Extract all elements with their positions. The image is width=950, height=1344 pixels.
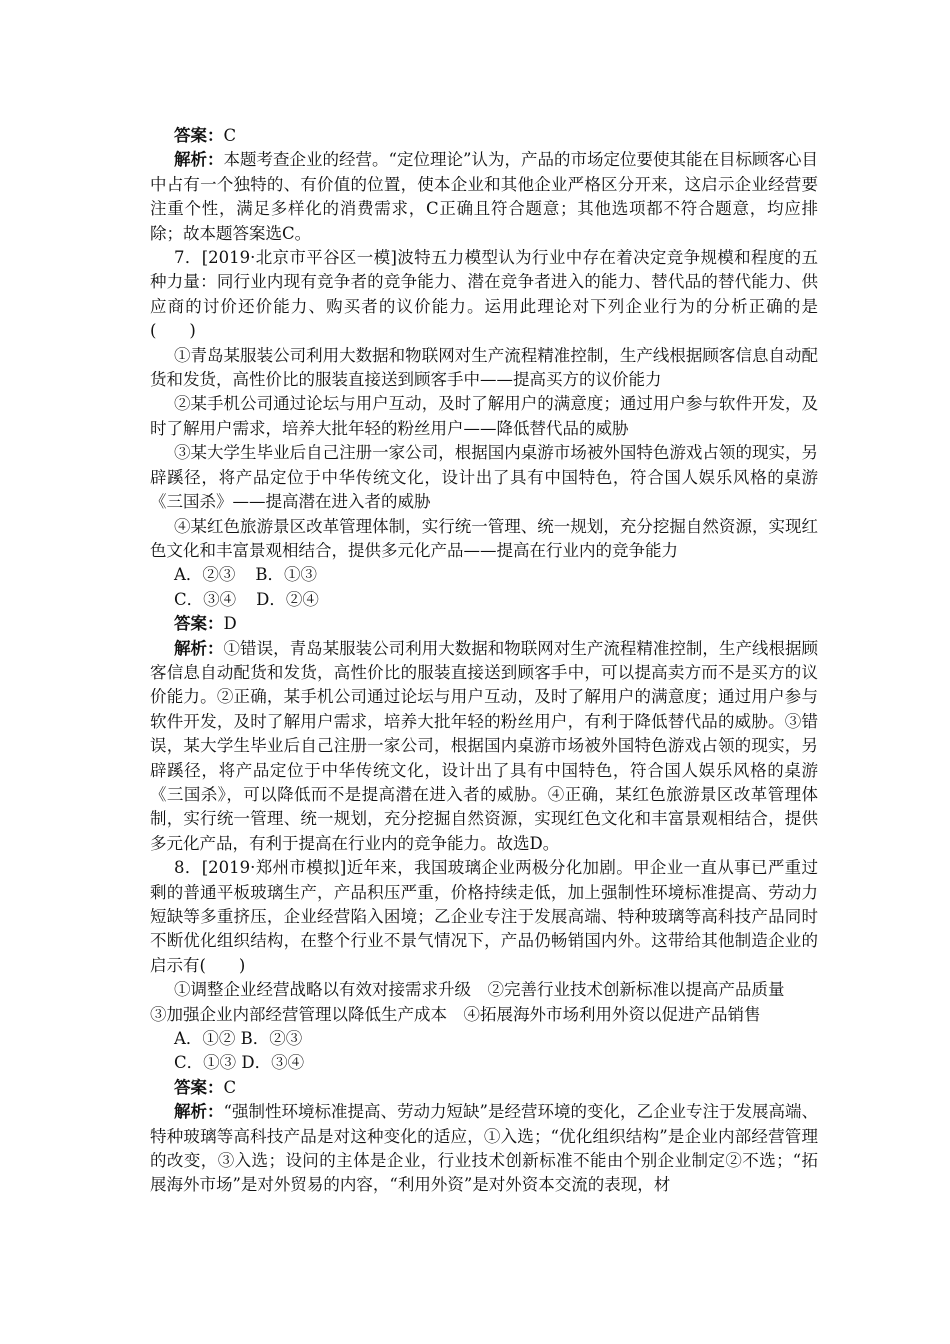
q7-analysis bbox=[150, 637, 818, 857]
q7-options-row-1 bbox=[150, 563, 818, 587]
q8-options-row-2 bbox=[150, 1051, 818, 1075]
analysis-text: 本题考查企业的经营。“定位理论”认为，产品的市场定位要使其能在目标顾客心目中占有一个独特的、有价值的位置，使本企业和其他企业严格区分开来，这启示企业经营要注重个性，满足多样化的消费需求，C正确且符合题意；其他选项都不符合题意，均应排除；故本题答案选C。 bbox=[150, 150, 819, 243]
analysis-label: 解析： bbox=[174, 150, 224, 170]
question-number: 8． bbox=[174, 858, 202, 878]
q8-options-row-1 bbox=[150, 1027, 818, 1051]
option-a: A．①② bbox=[174, 1029, 236, 1049]
analysis-label: 解析： bbox=[174, 1102, 224, 1122]
q7-item-2: ②某手机公司通过论坛与用户互动，及时了解用户的满意度；通过用户参与软件开发，及时了解用户需求，培养大批年轻的粉丝用户——降低替代品的威胁 bbox=[150, 394, 818, 438]
analysis-text: “强制性环境标准提高、劳动力短缺”是经营环境的变化，乙企业专注于发展高端、特种玻璃等高科技产品是对这种变化的适应，①入选；“优化组织结构”是企业内部经营管理的改变，③入选；设问的主体是企业，行业技术创新标准不能由个别企业制定②不选；“拓展海外市场”是对外贸易的内容，“利用外资”是对外资本交流的表现，材 bbox=[150, 1102, 819, 1195]
question-stem: 近年来，我国玻璃企业两极分化加剧。甲企业一直从事已严重过剩的普通平板玻璃生产，产品积压严重，价格持续走低，加上强制性环境标准提高、劳动力短缺等多重挤压，企业经营陷入困境；乙企业专注于发展高端、特种玻璃等高科技产品同时不断优化组织结构，在整个行业不景气情况下，产品仍畅销国内外。这带给其他制造企业的启示有( ) bbox=[150, 858, 818, 975]
analysis-text: ①错误，青岛某服装公司利用大数据和物联网对生产流程精准控制，生产线根据顾客信息自动配货和发货，高性价比的服装直接送到顾客手中，可以提高卖方而不是买方的议价能力。②正确，某手机公司通过论坛与用户互动，及时了解用户的满意度；通过用户参与软件开发，及时了解用户需求，培养大批年轻的粉丝用户，有利于降低替代品的威胁。③错误，某大学生毕业后自己注册一家公司，根据国内桌游市场被外国特色游戏占领的现实，另辟蹊径，将产品定位于中华传统文化，设计出了具有中国特色，符合国人娱乐风格的桌游《三国杀》，可以降低而不是提高潜在进入者的威胁。④正确，某红色旅游景区改革管理体制，实行统一管理、统一规划，充分挖掘自然资源，实现红色文化和丰富景观相结合，提供多元化产品，有利于提高在行业内的竞争能力。故选D。 bbox=[150, 638, 819, 853]
option-c: C．①③ bbox=[174, 1053, 237, 1073]
q7-item-1: ①青岛某服装公司利用大数据和物联网对生产流程精准控制，生产线根据顾客信息自动配货和发货，高性价比的服装直接送到顾客手中——提高买方的议价能力 bbox=[150, 345, 818, 390]
option-c: C．③④ bbox=[174, 589, 237, 609]
q6-analysis bbox=[150, 148, 818, 246]
option-d: D．②④ bbox=[256, 589, 319, 609]
option-d: D．③④ bbox=[241, 1053, 305, 1073]
question-number: 7． bbox=[174, 248, 202, 268]
answer-label: 答案： bbox=[174, 126, 224, 145]
option-a: A．②③ bbox=[174, 565, 236, 585]
q7-answer bbox=[150, 612, 818, 636]
option-b: B．②③ bbox=[240, 1029, 303, 1049]
answer-value: C bbox=[223, 126, 237, 145]
answer-label: 答案： bbox=[174, 614, 224, 634]
question-stem: 波特五力模型认为行业中存在着决定竞争规模和程度的五种力量：同行业内现有竞争者的竞争能力、潜在竞争者进入的能力、替代品的替代能力、供应商的讨价还价能力、购买者的议价能力。运用此理论对下列企业行为的分析正确的是( ) bbox=[150, 248, 818, 341]
q6-answer bbox=[150, 124, 818, 148]
q7-stem bbox=[150, 246, 818, 344]
q7-options-row-2 bbox=[150, 588, 818, 612]
q8-answer bbox=[150, 1076, 818, 1100]
answer-label: 答案： bbox=[174, 1077, 224, 1097]
q8-items-line-1: ①调整企业经营战略以有效对接需求升级 ②完善行业技术创新标准以提高产品质量 bbox=[174, 980, 785, 1000]
question-source: [2019·北京市平谷区一模] bbox=[201, 248, 397, 268]
q7-item-3: ③某大学生毕业后自己注册一家公司，根据国内桌游市场被外国特色游戏占领的现实，另辟蹊径，将产品定位于中华传统文化，设计出了具有中国特色，符合国人娱乐风格的桌游《三国杀》——提高潜在进入者的威胁 bbox=[150, 443, 818, 512]
q8-items-line-2: ③加强企业内部经营管理以降低生产成本 ④拓展海外市场利用外资以促进产品销售 bbox=[150, 1004, 761, 1024]
q8-analysis bbox=[150, 1100, 818, 1198]
question-source: [2019·郑州市模拟] bbox=[201, 858, 347, 878]
document-page bbox=[150, 124, 818, 1198]
answer-value: D bbox=[223, 614, 237, 634]
option-b: B．①③ bbox=[255, 565, 318, 585]
answer-value: C bbox=[223, 1077, 237, 1097]
q8-stem bbox=[150, 856, 818, 978]
analysis-label: 解析： bbox=[174, 638, 224, 658]
q7-item-4: ④某红色旅游景区改革管理体制，实行统一管理、统一规划，充分挖掘自然资源，实现红色文化和丰富景观相结合，提供多元化产品——提高在行业内的竞争能力 bbox=[150, 516, 818, 560]
